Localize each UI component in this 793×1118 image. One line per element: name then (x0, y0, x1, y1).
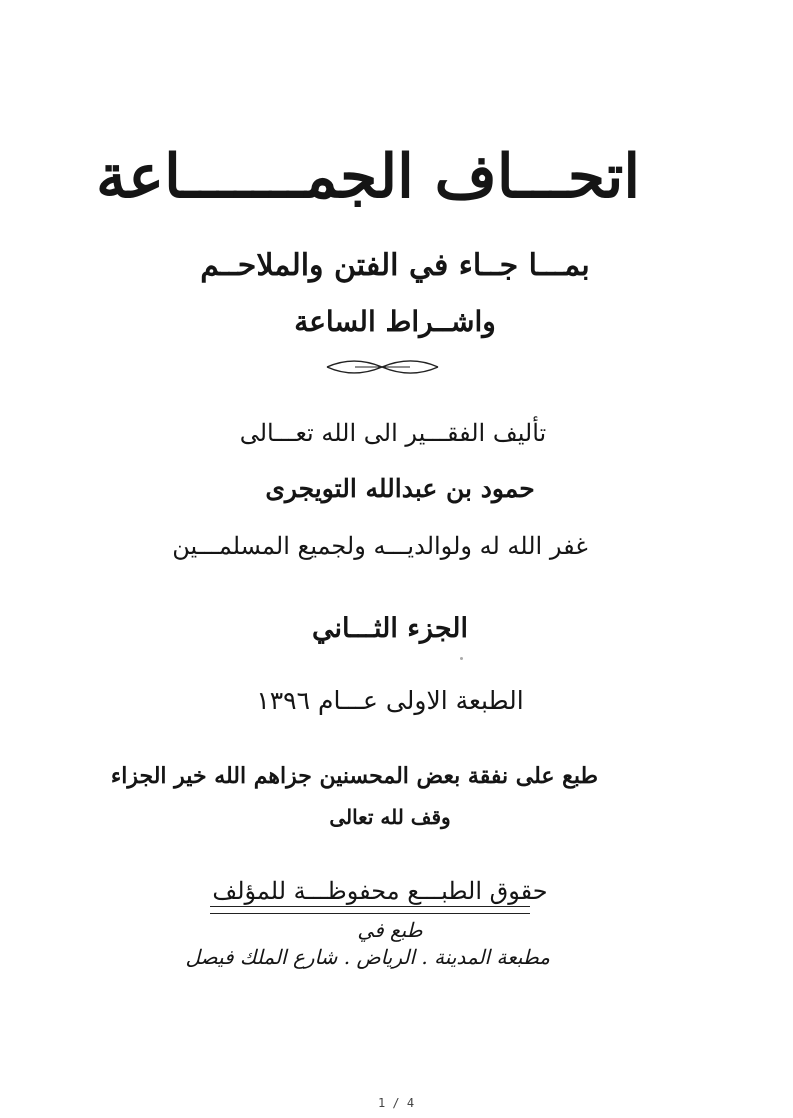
printed-in-label: طبع في (357, 918, 423, 942)
printing-sponsor-line: طبع على نفقة بعض المحسنين جزاهم الله خير الجزاء (110, 763, 598, 789)
print-speck (460, 657, 463, 660)
edition-line: الطبعة الاولى عـــام ١٣٩٦ (256, 686, 524, 715)
page-indicator: 1 / 4 (377, 1096, 415, 1110)
book-subtitle-line-2: واشــراط الساعة (294, 305, 496, 338)
press-name: مطبعة المدينة . الرياض . شارع الملك فيصل (185, 945, 550, 969)
copyright-line: حقوق الطبـــع محفوظـــة للمؤلف (212, 877, 548, 905)
waqf-line: وقف لله تعالى (329, 805, 451, 829)
ornament-divider (325, 355, 440, 379)
book-subtitle-line-1: بمـــا جــاء في الفتن والملاحــم (200, 248, 590, 283)
prayer-line: غفر الله له ولوالديـــه ولجميع المسلمـــين (172, 532, 588, 560)
book-title: اتحـــاف الجمـــــــاعة (96, 142, 640, 212)
author-name: حمود بن عبدالله التويجرى (265, 474, 535, 503)
author-label: تأليف الفقـــير الى الله تعـــالى (239, 419, 547, 447)
volume-part: الجزء الثـــاني (311, 613, 468, 644)
double-rule-divider (210, 906, 530, 914)
